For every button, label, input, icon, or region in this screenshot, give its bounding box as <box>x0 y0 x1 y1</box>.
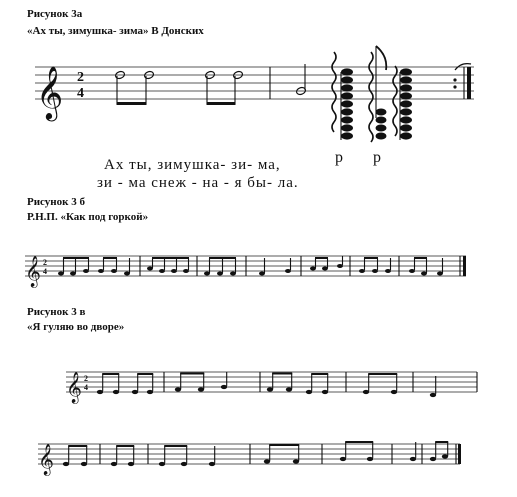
staff-3v-2 <box>0 430 517 480</box>
staff-3b <box>0 240 517 300</box>
time-signature-top: 2 <box>77 70 84 85</box>
time-signature-top: 2 <box>84 374 88 383</box>
lyrics-line-2: зи - ма снеж - на - я бы- ла. <box>97 175 299 191</box>
lyrics-line-1: Ах ты, зимушка- зи- ма, <box>104 157 281 173</box>
figure-3b-caption: Рисунок 3 б <box>27 196 85 208</box>
note-group-1 <box>115 70 155 105</box>
time-signature-top: 2 <box>43 258 47 267</box>
dynamics-mark-2: р <box>373 149 381 166</box>
figure-3v-caption: Рисунок 3 в <box>27 306 86 318</box>
figure-3b-subtitle: Р.Н.П. «Как под горкой» <box>27 211 149 223</box>
time-signature-bottom: 4 <box>84 383 88 392</box>
tremolo-chord-3 <box>393 66 412 140</box>
staff-lines <box>38 444 460 464</box>
notes-3v-1 <box>97 372 477 397</box>
repeat-sign <box>453 64 471 99</box>
dynamics-mark-1: р <box>335 149 343 166</box>
note-group-2 <box>205 70 244 105</box>
treble-clef-icon: 𝄞 <box>66 372 82 403</box>
tremolo-chord-1 <box>332 52 353 140</box>
notes-3v-2 <box>63 441 461 466</box>
figure-3a-caption: Рисунок 3а <box>27 8 83 20</box>
figure-3v-subtitle: «Я гуляю во дворе» <box>27 321 125 333</box>
treble-clef-icon: 𝄞 <box>38 444 54 475</box>
treble-clef-icon: 𝄞 <box>36 65 64 119</box>
tremolo-chord-2 <box>369 46 387 142</box>
treble-clef-icon: 𝄞 <box>25 256 41 287</box>
staff-3v-1 <box>0 360 517 410</box>
time-signature-bottom: 4 <box>43 267 47 276</box>
time-signature-bottom: 4 <box>77 86 84 101</box>
figure-3a-subtitle: «Ах ты, зимушка- зима» В Донских <box>27 25 204 37</box>
